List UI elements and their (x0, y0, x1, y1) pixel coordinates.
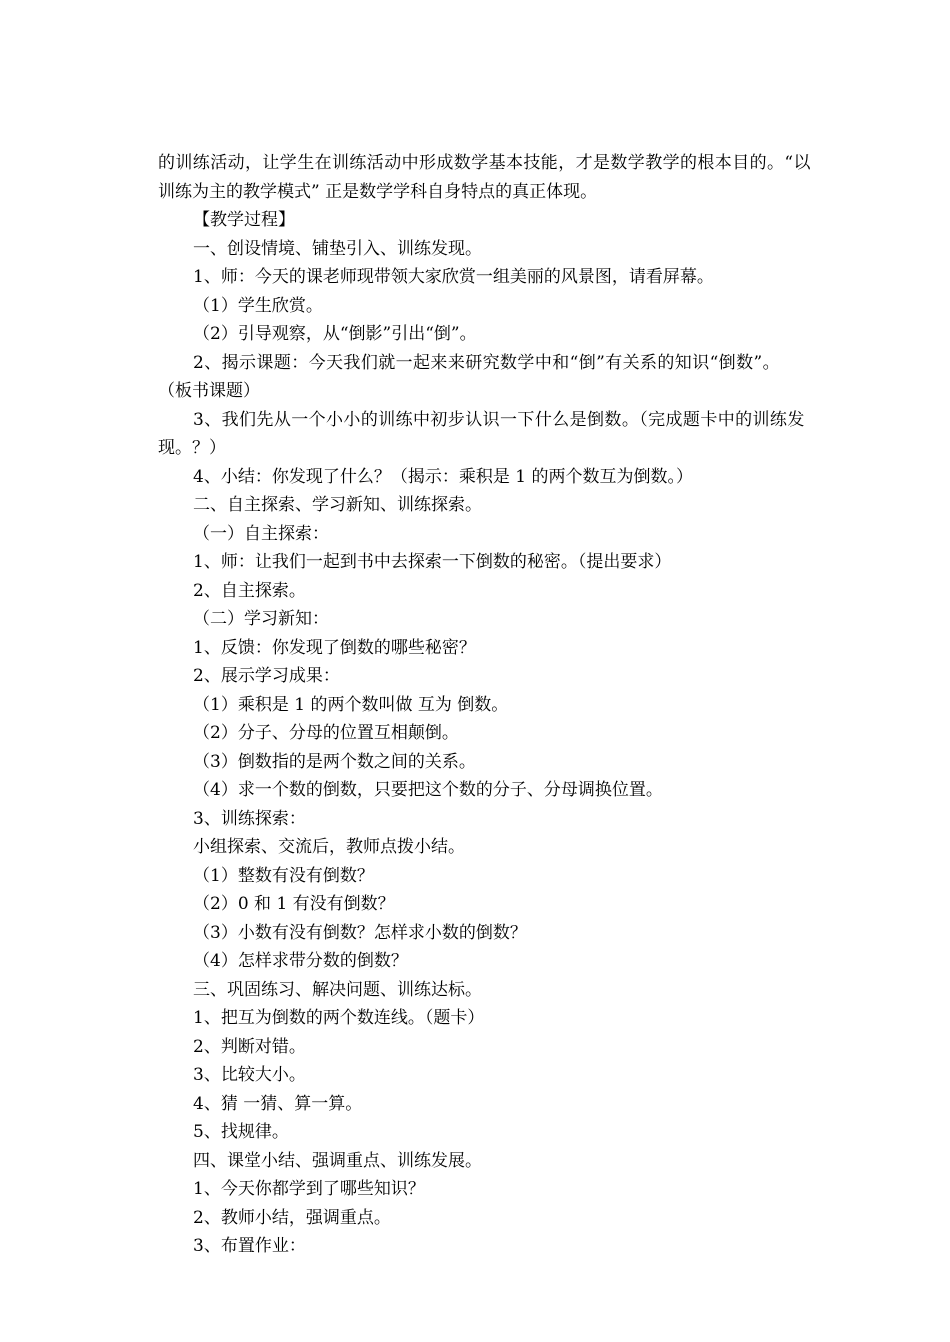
text-line: （一）自主探索： (193, 524, 329, 544)
text-line: 3、训练探索： (193, 809, 306, 829)
text-line: （二）学习新知： (193, 609, 329, 629)
text-line: 一、创设情境、铺垫引入、训练发现。 (193, 239, 482, 259)
text-line: 1、反馈：你发现了倒数的哪些秘密？ (193, 638, 476, 658)
text-line: 小组探索、交流后，教师点拨小结。 (193, 837, 465, 857)
text-line: 2、自主探索。 (193, 581, 306, 601)
text-line: 3、我们先从一个小小的训练中初步认识一下什么是倒数。（完成题卡中的训练发 (193, 410, 805, 430)
text-line: （2）分子、分母的位置互相颠倒。 (193, 723, 459, 743)
text-line: 2、判断对错。 (193, 1037, 306, 1057)
text-line: （板书课题） (158, 381, 260, 401)
text-line: 1、把互为倒数的两个数连线。（题卡） (193, 1008, 485, 1028)
text-line: 5、找规律。 (193, 1122, 289, 1142)
text-line: 1、师：让我们一起到书中去探索一下倒数的秘密。（提出要求） (193, 552, 672, 572)
text-line: 4、猜 一猜、算一算。 (193, 1094, 363, 1114)
text-line: 3、布置作业： (193, 1236, 306, 1256)
text-line: 2、教师小结，强调重点。 (193, 1208, 391, 1228)
text-line: 1、师：今天的课老师现带领大家欣赏一组美丽的风景图，请看屏幕。 (193, 267, 714, 287)
text-line: 现。？） (158, 438, 226, 458)
text-line: 三、巩固练习、解决问题、训练达标。 (193, 980, 482, 1000)
text-line: 的训练活动，让学生在训练活动中形成数学基本技能，才是数学教学的根本目的。“以 (158, 153, 811, 173)
text-line: 训练为主的教学模式” 正是数学学科自身特点的真正体现。 (158, 182, 598, 202)
text-line: （1）学生欣赏。 (193, 296, 323, 316)
text-line: （4）怎样求带分数的倒数？ (193, 951, 408, 971)
text-line: （3）倒数指的是两个数之间的关系。 (193, 752, 476, 772)
text-line: 【教学过程】 (193, 210, 295, 230)
text-line: 2、揭示课题：今天我们就一起来来研究数学中和“倒”有关系的知识“倒数”。 (193, 353, 780, 373)
text-line: （2）引导观察，从“倒影”引出“倒”。 (193, 324, 477, 344)
text-line: （1）乘积是 1 的两个数叫做 互为 倒数。 (193, 695, 509, 715)
text-line: （4）求一个数的倒数，只要把这个数的分子、分母调换位置。 (193, 780, 663, 800)
text-line: （2）0 和 1 有没有倒数？ (193, 894, 395, 914)
text-line: 3、比较大小。 (193, 1065, 306, 1085)
text-line: 4、小结：你发现了什么？（揭示：乘积是 1 的两个数互为倒数。） (193, 467, 693, 487)
text-line: 1、今天你都学到了哪些知识？ (193, 1179, 425, 1199)
text-line: 二、自主探索、学习新知、训练探索。 (193, 495, 482, 515)
text-line: （3）小数有没有倒数？怎样求小数的倒数？ (193, 923, 527, 943)
text-line: 2、展示学习成果： (193, 666, 340, 686)
text-line: 四、课堂小结、强调重点、训练发展。 (193, 1151, 482, 1171)
text-line: （1）整数有没有倒数？ (193, 866, 374, 886)
